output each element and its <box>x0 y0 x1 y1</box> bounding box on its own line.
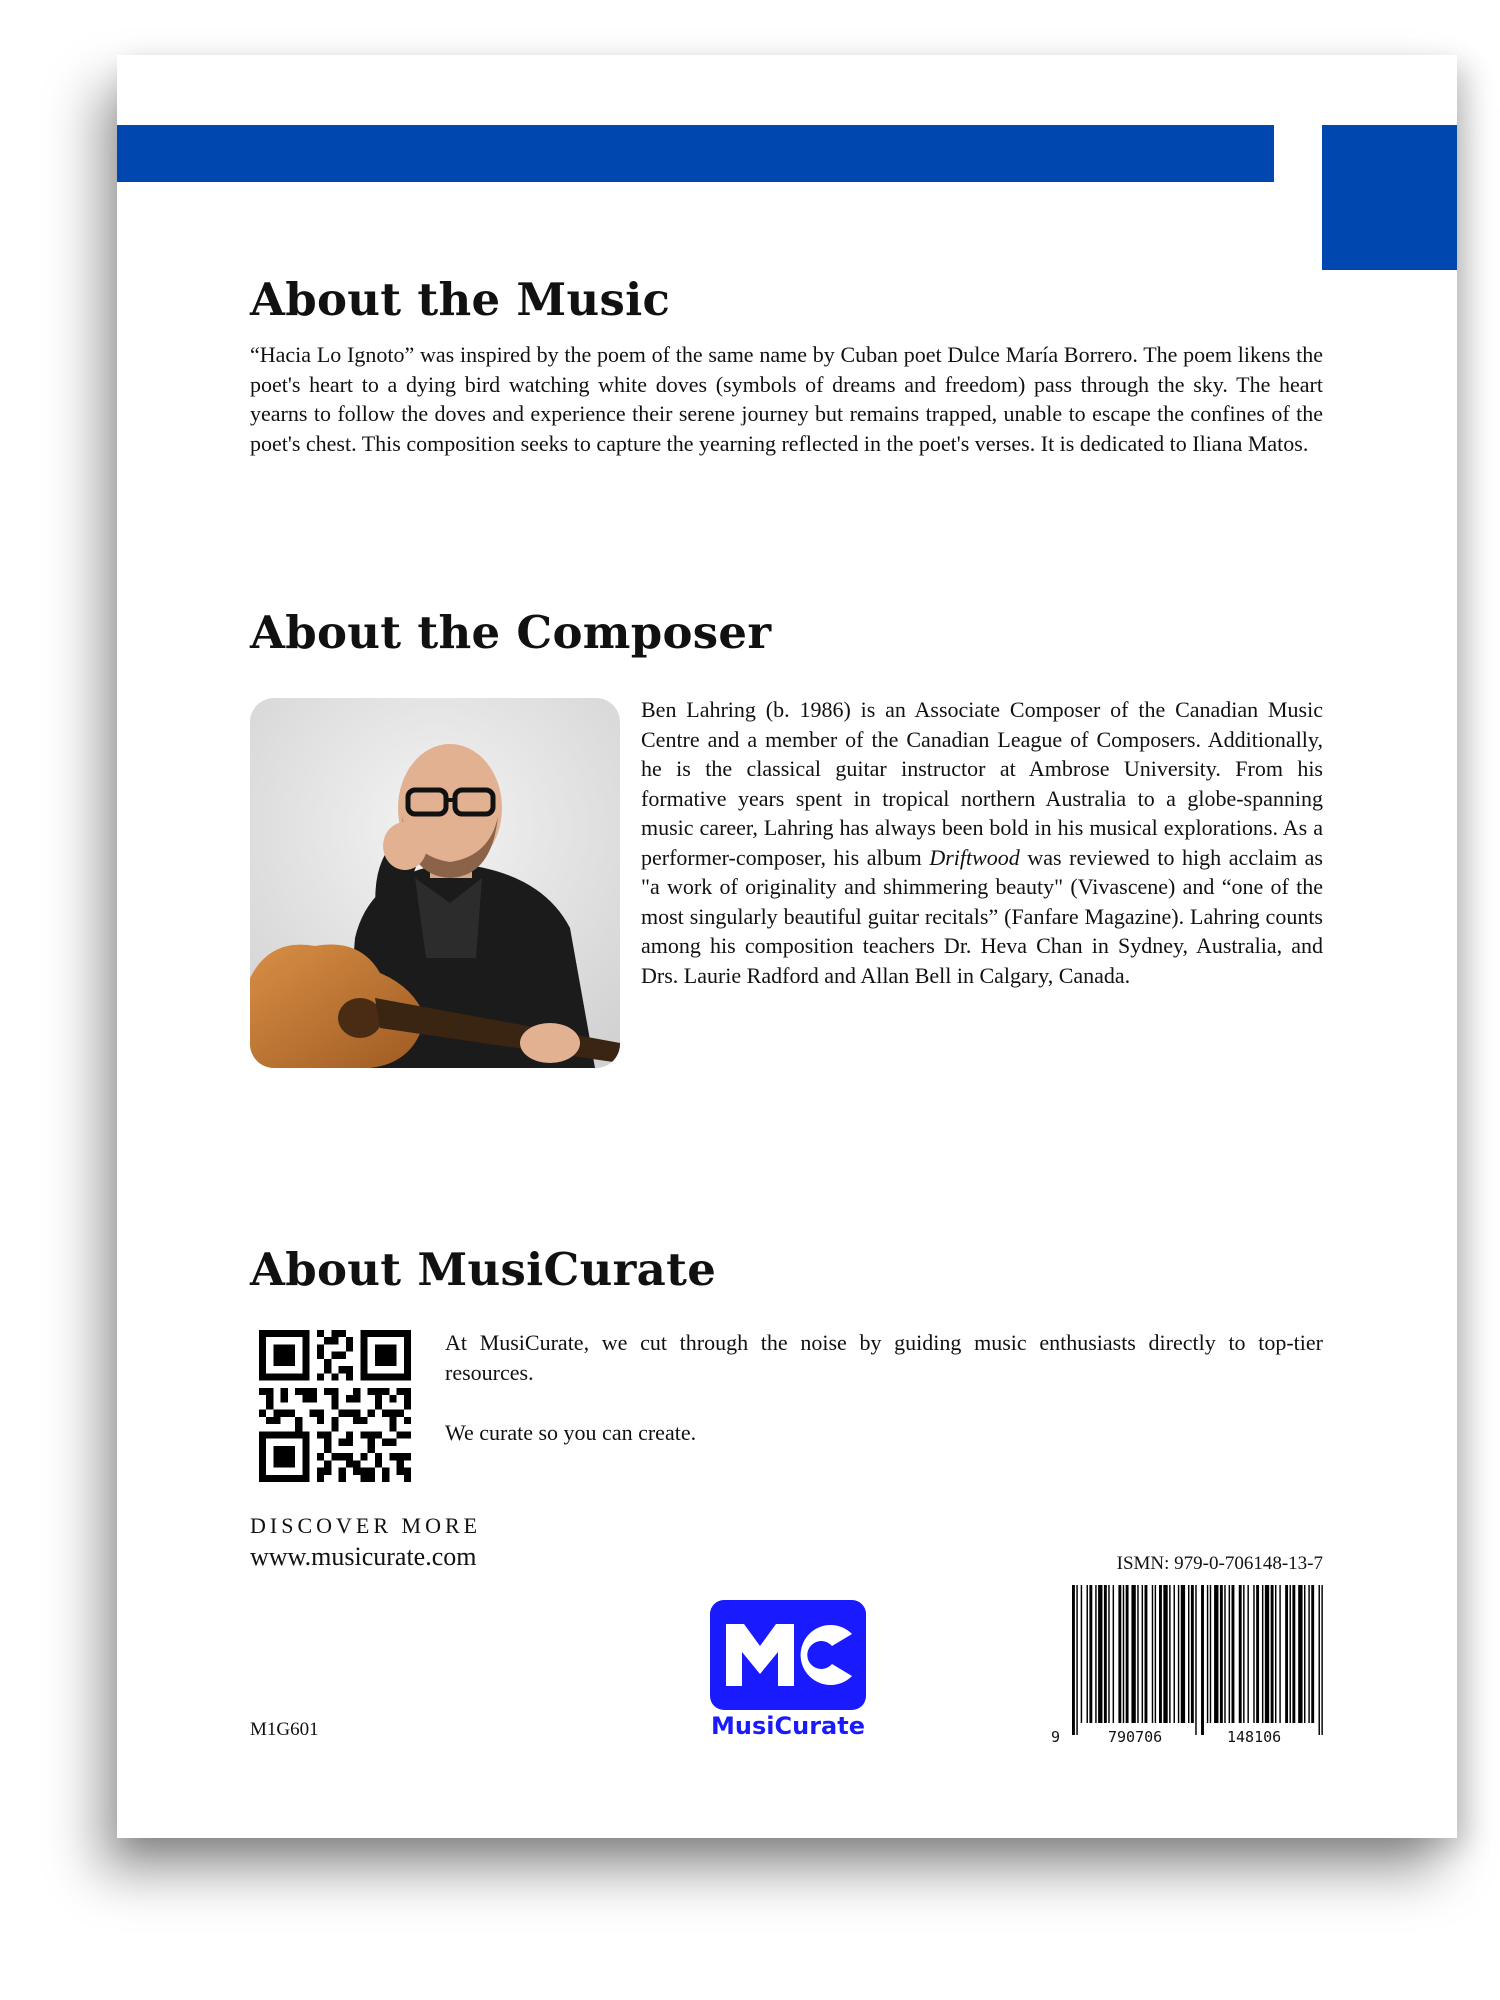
musicurate-description: At MusiCurate, we cut through the noise by guiding music enthusiasts directly to top-tier resources. <box>445 1330 1323 1385</box>
heading-about-composer: About the Composer <box>250 606 772 659</box>
composer-bio <box>641 695 1323 990</box>
barcode-icon <box>1072 1585 1323 1735</box>
website-link[interactable]: www.musicurate.com <box>250 1542 477 1571</box>
book-back-cover <box>117 55 1457 1838</box>
barcode-digit-group-2: 148106 <box>1227 1728 1282 1746</box>
composer-photo <box>250 698 620 1068</box>
composer-bio-part1: Ben Lahring (b. 1986) is an Associate Composer of the Canadian Music Centre and a member of the Canadian League of Composers. Additionally, he is the classical guitar instructor at Ambrose University. From his formative years spent in tropical northern Australia to a globe-spanning music career, Lahring has always been bold in his musical explorations. As a performer-composer, his album <box>641 697 1323 870</box>
top-accent-bar <box>117 125 1274 182</box>
music-description: “Hacia Lo Ignoto” was inspired by the poem of the same name by Cuban poet Dulce María Borrero. The poem likens the poet's heart to a dying bird watching white doves (symbols of dreams and freedom) pass through the sky. The heart yearns to follow the doves and experience their serene journey but remains trapped, unable to escape the confines of the poet's chest. This composition seeks to capture the yearning reflected in the poet's verses. It is dedicated to Iliana Matos. <box>250 342 1323 456</box>
musicurate-tagline: We curate so you can create. <box>445 1420 697 1445</box>
musicurate-logo-icon[interactable] <box>710 1600 866 1710</box>
corner-accent-block <box>1322 125 1457 270</box>
musicurate-logo-text: MusiCurate <box>711 1712 865 1740</box>
ismn-label: ISMN: 979-0-706148-13-7 <box>1116 1553 1323 1574</box>
heading-about-musicurate: About MusiCurate <box>250 1243 717 1296</box>
discover-more-label: DISCOVER MORE <box>250 1513 482 1538</box>
composer-bio-part2: was reviewed to high acclaim as "a work of originality and shimmering beauty" (Vivascene) and “one of the most singularly beautiful guitar recitals” (Fanfare Magazine). Lahring counts among his composition teachers Dr. Heva Chan in Sydney, Australia, and Drs. Laurie Radford and Allan Bell in Calgary, Canada. <box>641 844 1323 988</box>
barcode-digit-group-1: 790706 <box>1108 1728 1163 1746</box>
barcode-digits <box>1051 1728 1323 1748</box>
album-title: Driftwood <box>929 844 1020 870</box>
qr-code-icon[interactable] <box>259 1330 411 1482</box>
barcode-digit-prefix: 9 <box>1051 1728 1061 1746</box>
heading-about-music: About the Music <box>250 273 671 326</box>
catalog-code: M1G601 <box>250 1719 319 1740</box>
